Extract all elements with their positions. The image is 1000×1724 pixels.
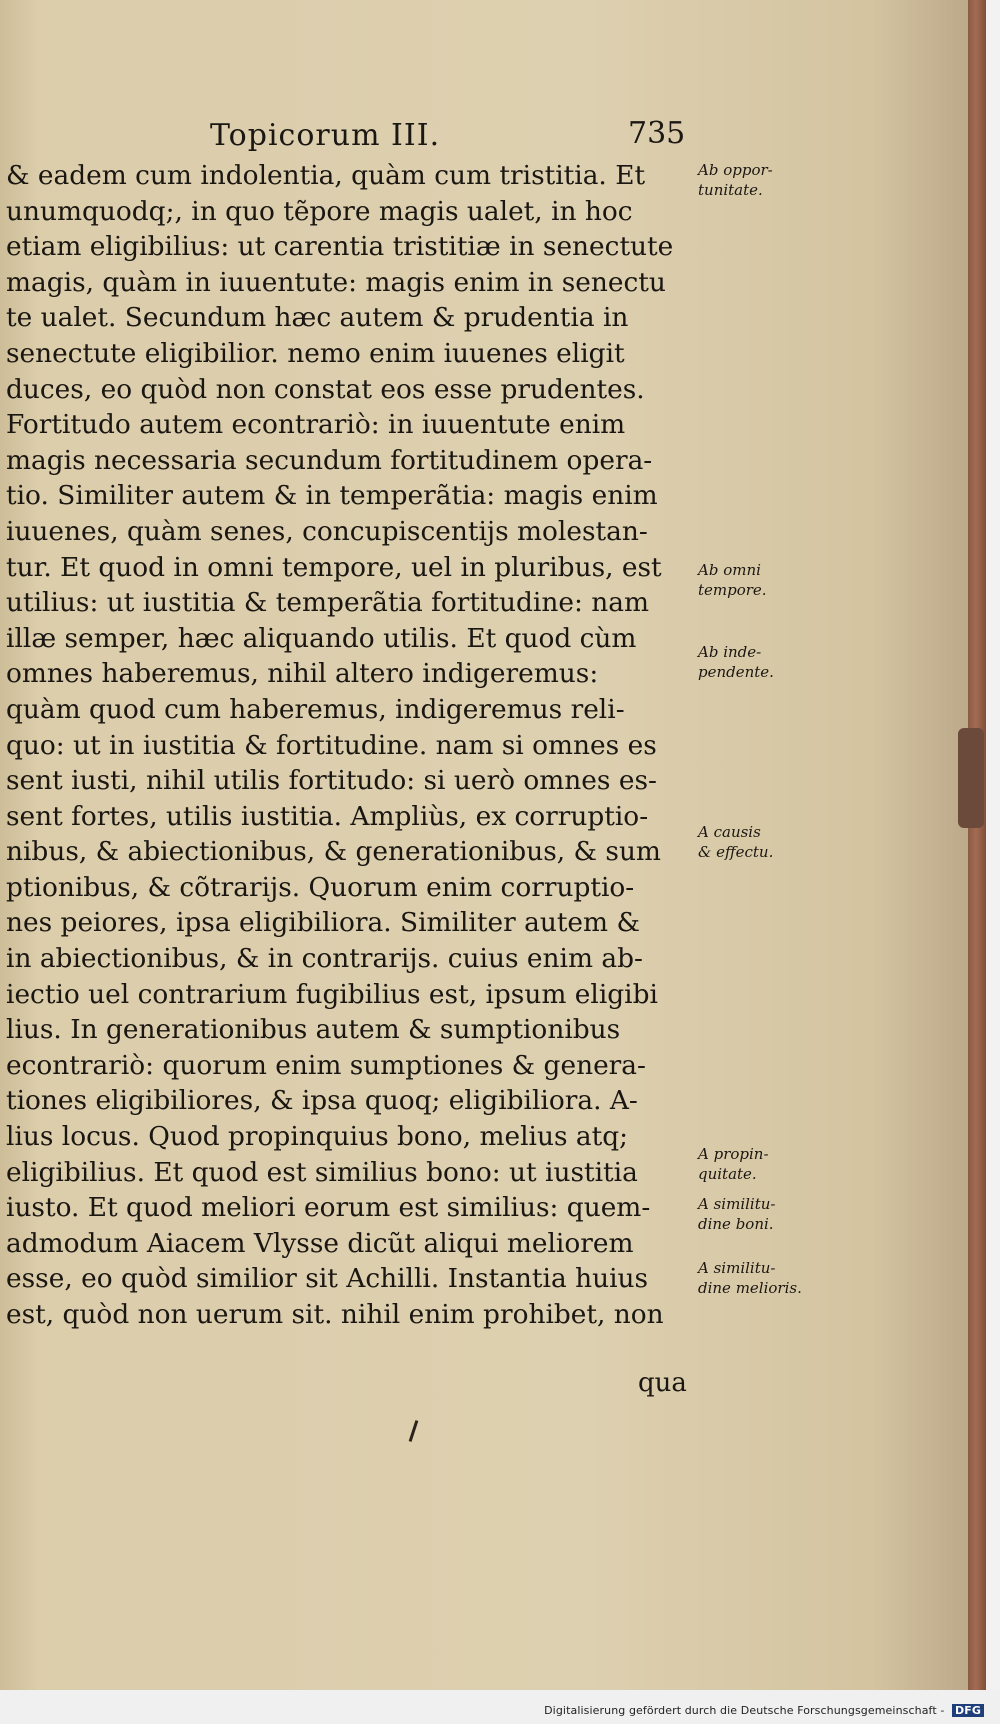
text-line: tiones eligibiliores, & ipsa quoq; eligibiliora. A- [6,1085,638,1117]
text-line: duces, eo quòd non constat eos esse prudentes. [6,373,645,405]
running-head: Topicorum III. [210,118,441,153]
page-edge [968,0,986,1690]
dfg-logo-icon: DFG [952,1704,984,1717]
text-line: lius locus. Quod propinquius bono, melius atq; [6,1121,629,1153]
text-line: iuuenes, quàm senes, concupiscentijs molestan- [6,515,648,547]
digitization-credit [544,1704,984,1717]
marginal-note-a-causis-effectu: A causis & effectu. [698,823,774,861]
binding-tab [958,728,984,828]
marginal-note-a-similitudine-boni: A similitu- dine boni. [698,1195,776,1233]
page-number: 735 [628,116,686,151]
text-line: sent iusti, nihil utilis fortitudo: si uerò omnes es- [6,765,657,797]
text-line: etiam eligibilius: ut carentia tristitiæ in senectute [6,231,674,263]
text-line: in abiectionibus, & in contrarijs. cuius enim ab- [6,943,643,975]
marginal-note-ab-omni-tempore: Ab omni tempore. [698,561,767,599]
marginal-note-ab-independente: Ab inde- pendente. [698,643,774,681]
text-line: quàm quod cum haberemus, indigeremus reli- [6,693,625,725]
text-line: & eadem cum indolentia, quàm cum tristitia. Et [6,160,646,191]
text-line: esse, eo quòd similior sit Achilli. Instantia huius [6,1263,649,1295]
text-line: sent fortes, utilis iustitia. Ampliùs, ex corruptio- [6,800,649,832]
marginal-note-a-propinquitate: A propin- quitate. [698,1145,769,1183]
text-line: illæ semper, hæc aliquando utilis. Et quod cùm [6,622,637,654]
text-line: nibus, & abiectionibus, & generationibus, & sum [6,836,661,868]
text-line: tur. Et quod in omni tempore, uel in pluribus, est [6,551,662,583]
text-line: quo: ut in iustitia & fortitudine. nam si omnes es [6,729,657,761]
marginal-note-ab-opportunitate: Ab oppor- tunitate. [698,161,773,199]
text-line: unumquodq;, in quo tẽpore magis ualet, in hoc [6,195,633,227]
text-line: magis, quàm in iuuentute: magis enim in senectu [6,266,666,298]
text-line: senectute eligibilior. nemo enim iuuenes eligit [6,337,625,369]
text-line: iusto. Et quod meliori eorum est similius: quem- [6,1192,651,1224]
catchword: qua [638,1368,687,1398]
text-line: omnes haberemus, nihil altero indigeremus: [6,658,599,690]
text-line: tio. Similiter autem & in temperãtia: magis enim [6,480,658,512]
text-line: ptionibus, & cõtrarijs. Quorum enim corruptio- [6,871,635,903]
digitization-credit-text: Digitalisierung gefördert durch die Deutsche Forschungsgemeinschaft - [544,1704,945,1717]
marginal-note-a-similitudine-melioris: A similitu- dine melioris. [698,1259,802,1297]
text-line: te ualet. Secundum hæc autem & prudentia in [6,302,629,334]
text-line: iectio uel contrarium fugibilius est, ipsum eligibi [6,978,658,1010]
text-line: Fortitudo autem econtrariò: in iuuentute enim [6,409,626,441]
body-text [6,158,692,1333]
text-line: lius. In generationibus autem & sumptionibus [6,1014,621,1046]
text-line: eligibilius. Et quod est similius bono: ut iustitia [6,1156,638,1188]
text-line: nes peiores, ipsa eligibiliora. Similiter autem & [6,907,640,939]
text-line: econtrariò: quorum enim sumptiones & genera- [6,1049,646,1081]
text-line: est, quòd non uerum sit. nihil enim prohibet, non [6,1299,664,1330]
text-line: utilius: ut iustitia & temperãtia fortitudine: nam [6,587,649,619]
text-line: admodum Aiacem Vlysse dicũt aliqui meliorem [6,1227,634,1259]
text-line: magis necessaria secundum fortitudinem opera- [6,444,653,476]
